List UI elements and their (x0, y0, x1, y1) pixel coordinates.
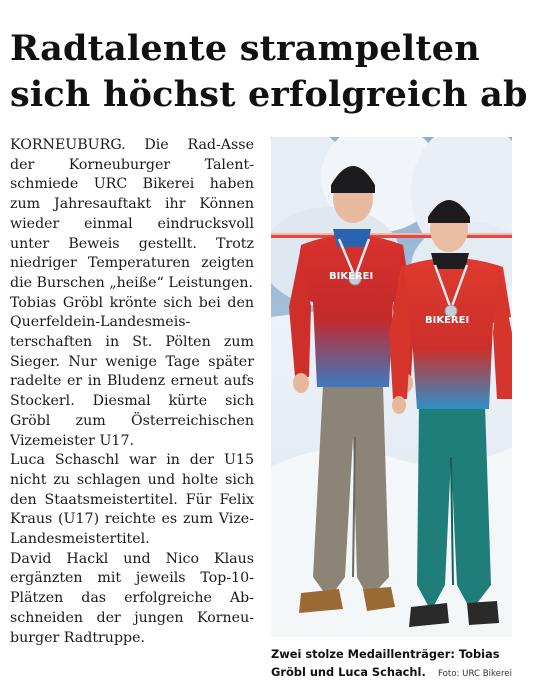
photo-credit: Foto: URC Bikerei (438, 669, 512, 679)
article-paragraph-1: KORNEUBURG. Die Rad-Asse der Korneuburger Talentschmiede URC Bikerei haben zum Jahresauftakt ihr Können wieder einmal eindrucksvoll unter Beweis gestellt. Trotz niedriger Temperaturen zeigten die Burschen „heiße“ Leistungen. (10, 137, 254, 291)
headline-line-1: Radtalente strampelten (10, 28, 480, 69)
jersey-logo-right: BIKEREI (425, 315, 470, 326)
caption-line-2: Gröbl und Luca Schachl. (271, 665, 426, 679)
article-paragraph-2: Tobias Gröbl krönte sich bei den Querfeldein-Landesmeisterschaften in St. Pölten zum Sieger. Nur wenige Tage später radelte er in Bludenz erneut aufs Stockerl. Diesmal kürte sich Gröbl zum Österreichischen Vizemeister U17. (10, 294, 254, 449)
headline (10, 26, 530, 118)
jersey-logo-left: BIKEREI (329, 271, 374, 282)
caption-line-1: Zwei stolze Medaillenträger: Tobias (271, 647, 500, 661)
article-paragraph-4: David Hackl und Nico Klaus ergänzten mit jeweils Top-10-Plätzen das erfolgreiche Abschneiden der jungen Korneuburger Radtruppe. (10, 550, 254, 646)
article-body (10, 136, 254, 648)
photo-two-cyclists-with-medals (271, 137, 512, 637)
headline-line-2: sich höchst erfolgreich ab (10, 74, 528, 115)
article-photo (271, 137, 512, 637)
article-paragraph-3: Luca Schaschl war in der U15 nicht zu schlagen und holte sich den Staatsmeistertitel. Für Felix Kraus (U17) reichte es zum Vize-Landesmeistertitel. (10, 452, 254, 548)
